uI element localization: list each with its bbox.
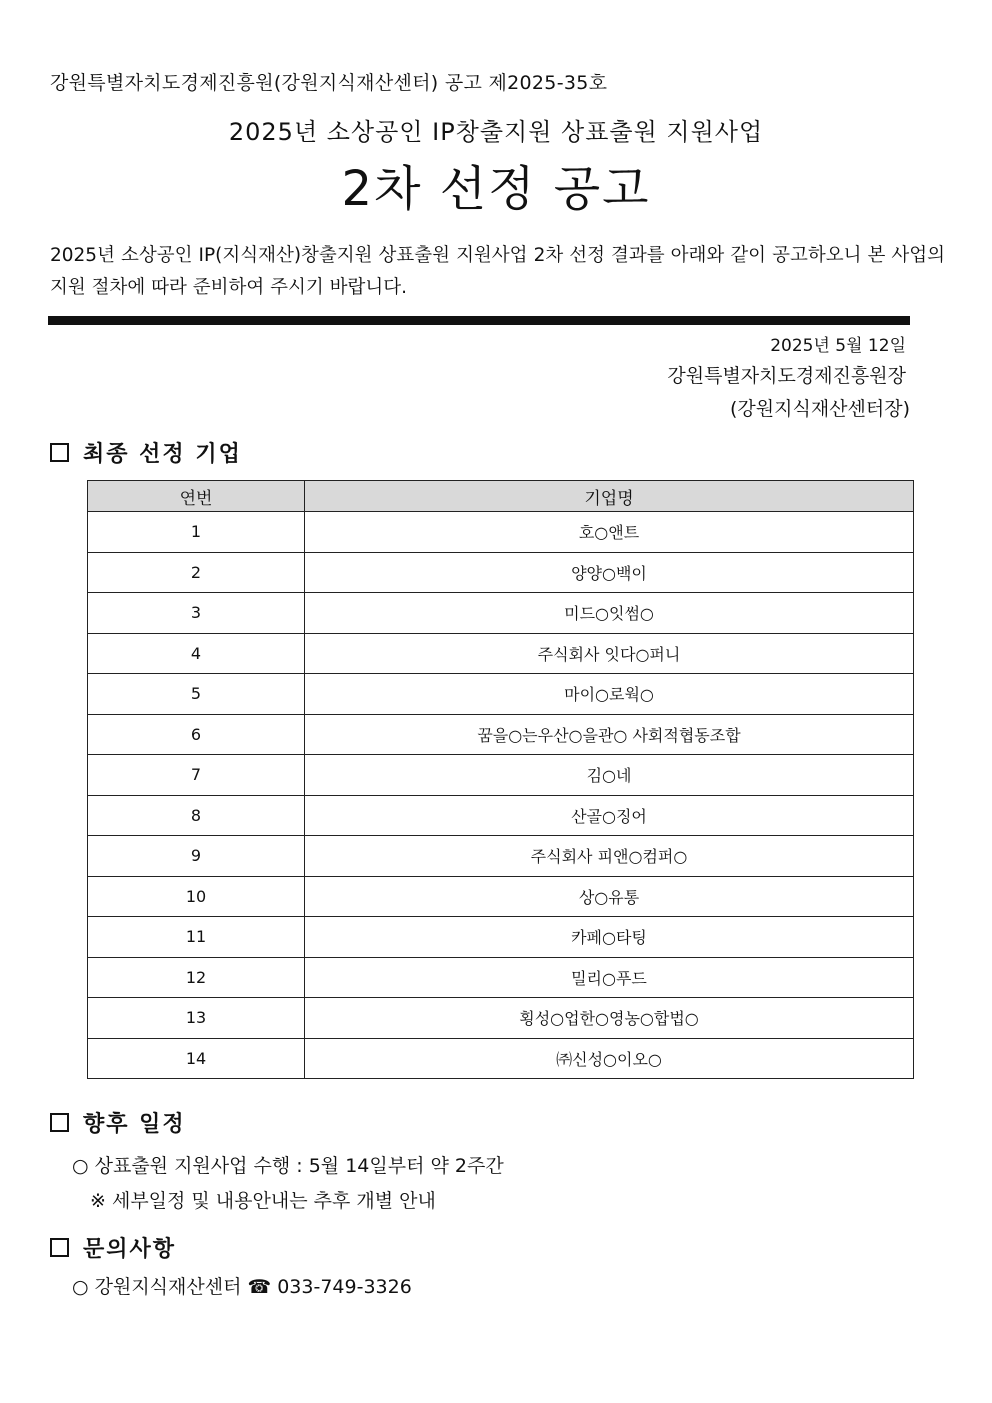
section-heading-contact [50, 1232, 176, 1263]
intro-paragraph: 2025년 소상공인 IP(지식재산)창출지원 상표출원 지원사업 2차 선정 결과를 아래와 같이 공고하오니 본 사업의 지원 절차에 따라 준비하여 주시기 바랍니다. [50, 245, 945, 298]
table-row [88, 633, 914, 674]
table-row [88, 876, 914, 917]
row-number: 11 [88, 917, 305, 958]
table-row [88, 1038, 914, 1079]
row-number: 3 [88, 593, 305, 634]
company-name: 횡성○업한○영농○합법○ [305, 998, 914, 1039]
table-row [88, 512, 914, 553]
company-name: 미드○잇썸○ [305, 593, 914, 634]
row-number: 2 [88, 552, 305, 593]
row-number: 5 [88, 674, 305, 715]
table-row [88, 755, 914, 796]
document-subtitle: 2025년 소상공인 IP창출지원 상표출원 지원사업 [228, 118, 764, 146]
section-title: 문의사항 [83, 1237, 177, 1262]
company-name: 카페○타팅 [305, 917, 914, 958]
notice-number: 강원특별자치도경제진흥원(강원지식재산센터) 공고 제2025-35호 [50, 72, 608, 94]
row-number: 10 [88, 876, 305, 917]
section-title: 향후 일정 [83, 1112, 186, 1137]
table-row [88, 593, 914, 634]
signature-date: 2025년 5월 12일 [770, 336, 906, 356]
table-row [88, 795, 914, 836]
signature-org: 강원특별자치도경제진흥원장 [667, 365, 906, 387]
company-name: 주식회사 잇다○퍼니 [305, 633, 914, 674]
row-number: 4 [88, 633, 305, 674]
company-name: 산골○징어 [305, 795, 914, 836]
document-title: 2차 선정 공고 [341, 161, 651, 217]
contact-item: ○ 강원지식재산센터 ☎ 033-749-3326 [72, 1276, 412, 1298]
company-name: ㈜신성○이오○ [305, 1038, 914, 1079]
selected-company-table [87, 480, 914, 1079]
checkbox-square-icon [50, 443, 69, 462]
table-row [88, 917, 914, 958]
row-number: 13 [88, 998, 305, 1039]
company-name: 호○앤트 [305, 512, 914, 553]
table-row [88, 836, 914, 877]
section-title: 최종 선정 기업 [83, 442, 242, 467]
checkbox-square-icon [50, 1113, 69, 1132]
schedule-note: ※ 세부일정 및 내용안내는 추후 개별 안내 [90, 1190, 436, 1212]
row-number: 1 [88, 512, 305, 553]
row-number: 12 [88, 957, 305, 998]
row-number: 6 [88, 714, 305, 755]
table-row [88, 552, 914, 593]
divider [48, 316, 910, 325]
row-number: 14 [88, 1038, 305, 1079]
company-name: 상○유통 [305, 876, 914, 917]
column-header-number: 연번 [88, 481, 305, 512]
company-name: 주식회사 피앤○컴퍼○ [305, 836, 914, 877]
row-number: 7 [88, 755, 305, 796]
table-row [88, 714, 914, 755]
company-name: 밀리○푸드 [305, 957, 914, 998]
row-number: 9 [88, 836, 305, 877]
company-name: 마이○로웍○ [305, 674, 914, 715]
section-heading-schedule [50, 1107, 186, 1138]
company-name: 김○네 [305, 755, 914, 796]
schedule-item: ○ 상표출원 지원사업 수행 : 5월 14일부터 약 2주간 [72, 1155, 504, 1177]
company-name: 꿈을○는우산○을관○ 사회적협동조합 [305, 714, 914, 755]
table-row [88, 998, 914, 1039]
checkbox-square-icon [50, 1238, 69, 1257]
table-row [88, 674, 914, 715]
section-heading-selected [50, 437, 242, 468]
table-row [88, 957, 914, 998]
signature-org-sub: (강원지식재산센터장) [729, 398, 910, 420]
table-body [88, 512, 914, 1079]
row-number: 8 [88, 795, 305, 836]
company-name: 양양○백이 [305, 552, 914, 593]
column-header-company: 기업명 [305, 481, 914, 512]
table-header-row [88, 481, 914, 512]
